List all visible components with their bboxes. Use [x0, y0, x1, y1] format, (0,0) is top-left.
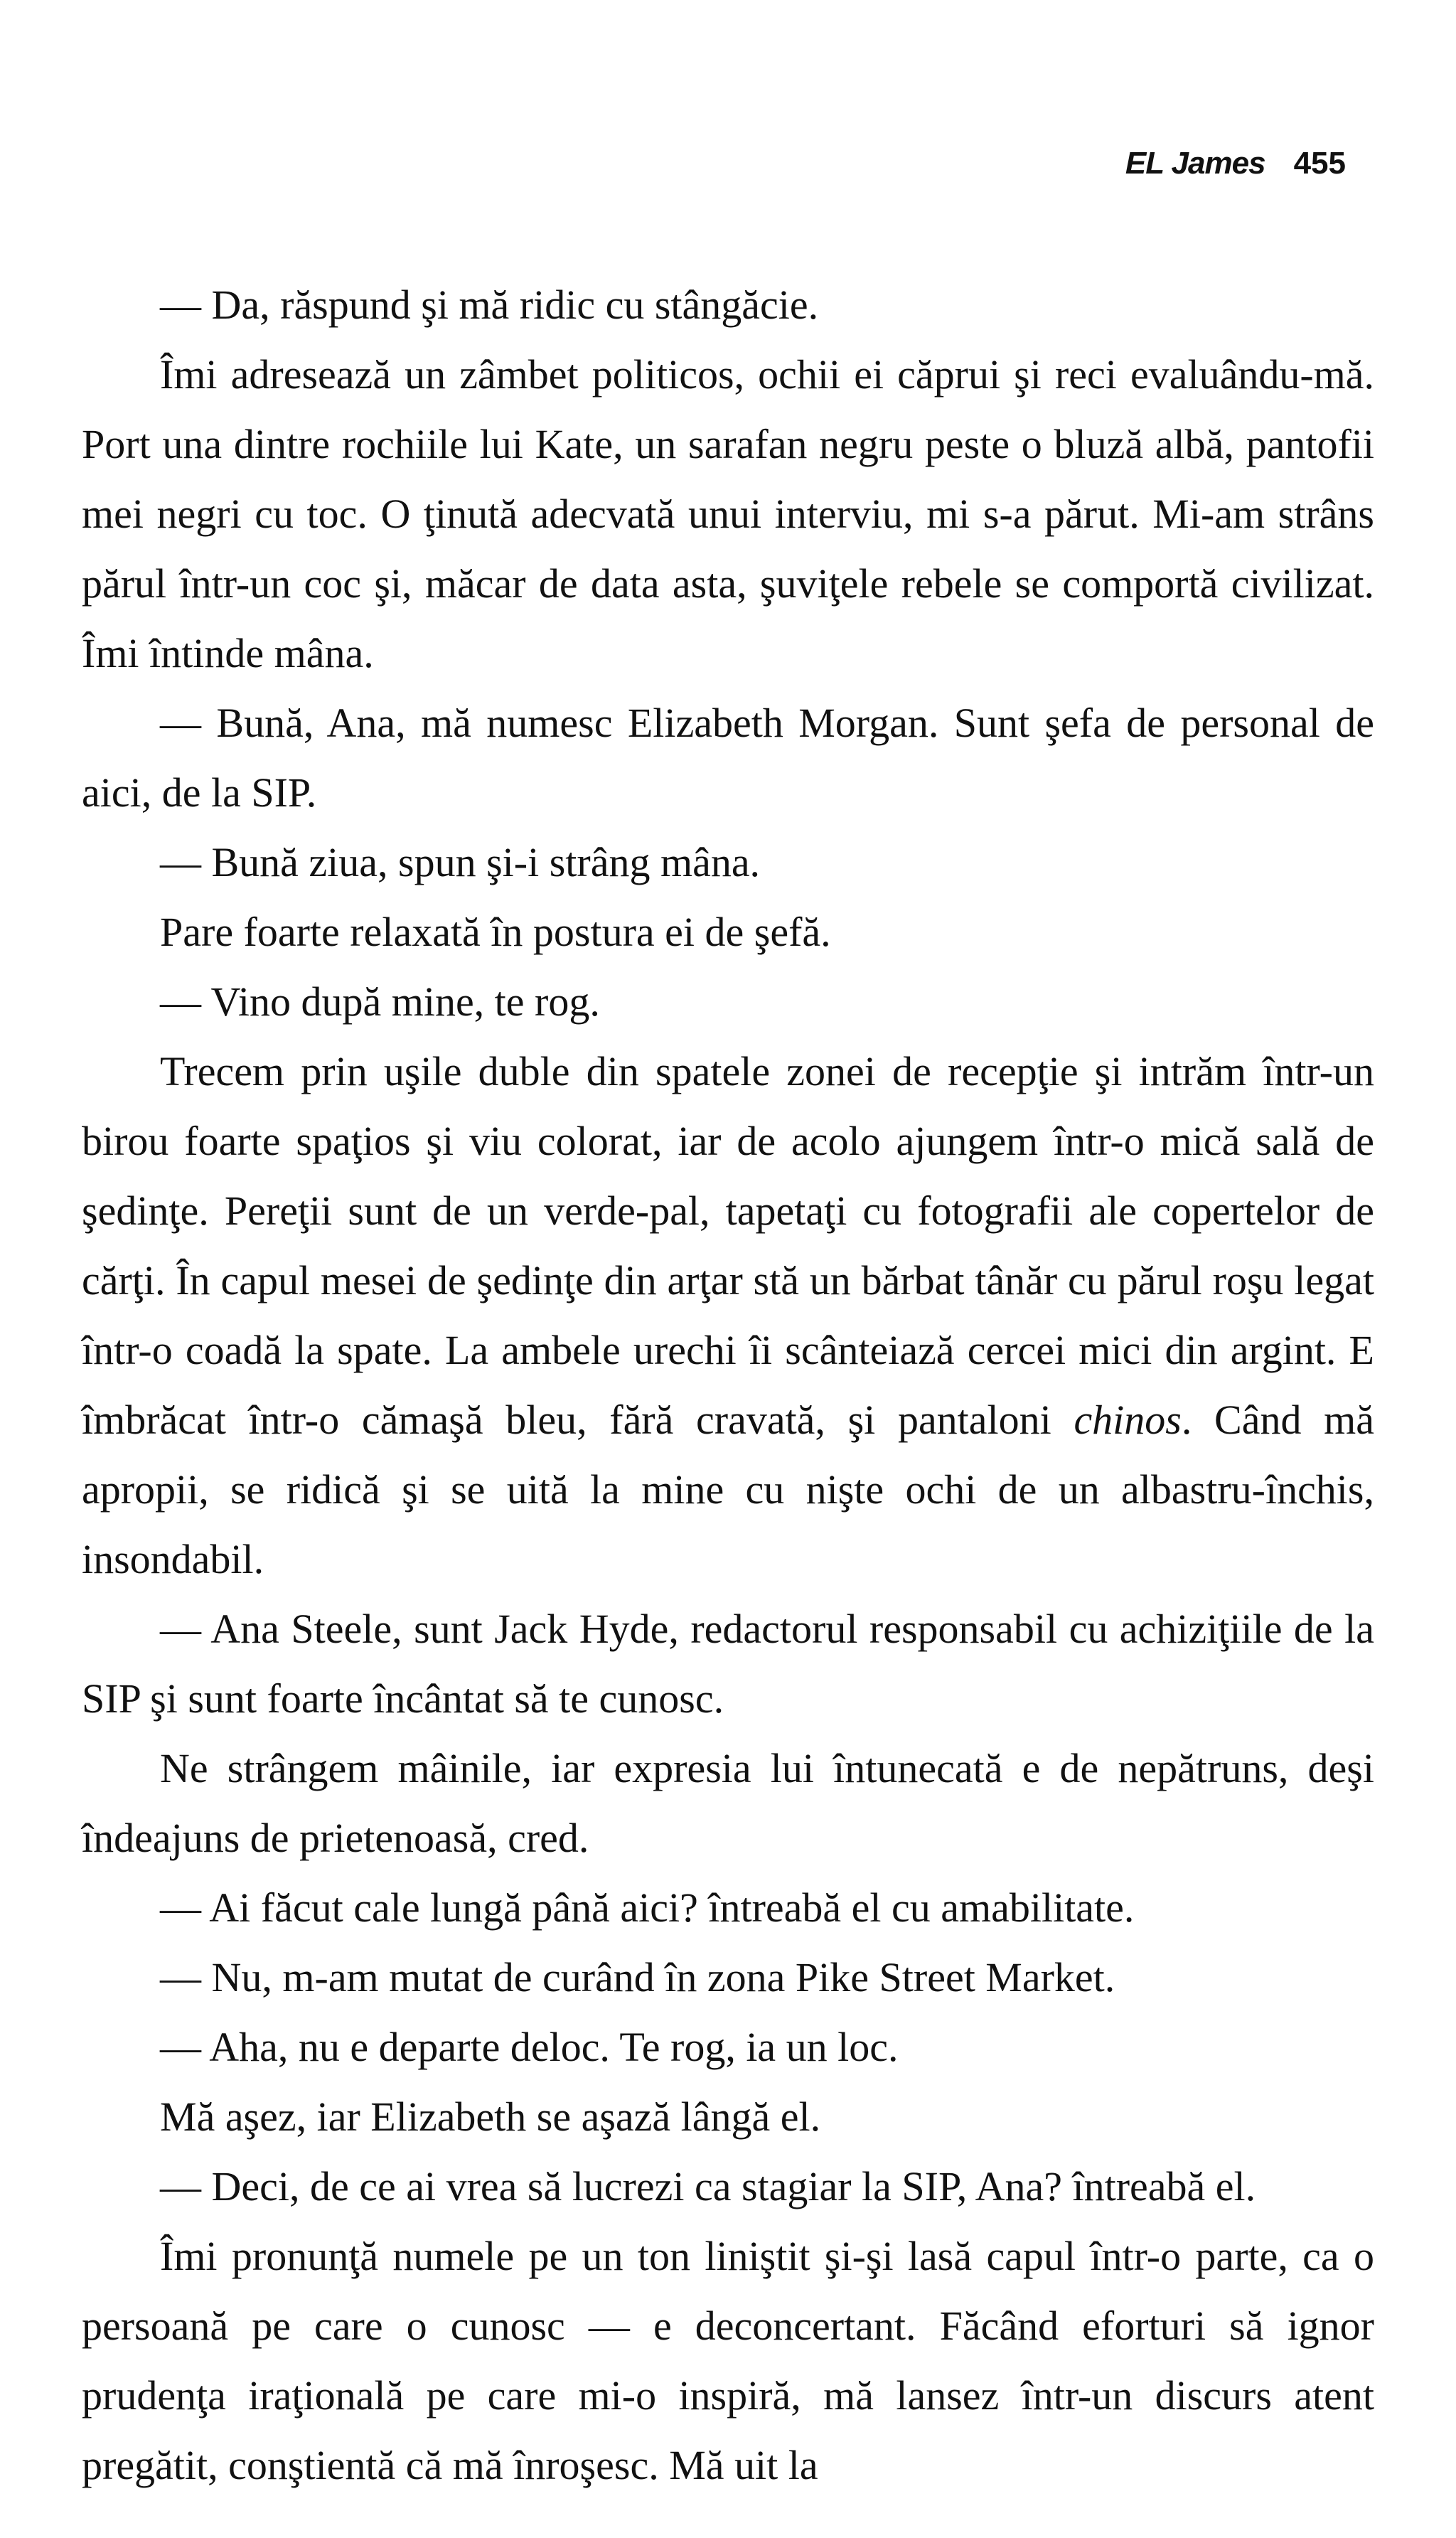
paragraph-2: Îmi adresează un zâmbet politicos, ochii ei căprui şi reci evaluându-mă. Port una dintre rochiile lui Kate, un sarafan negru peste o bluză albă, pantofii mei negri cu toc. O ţinută adecvată unui interviu, mi s-a părut. Mi-am strâns părul într-un coc şi, măcar de data asta, şuviţele rebele se comportă civilizat. Îmi întinde mâna.: [82, 351, 1374, 676]
running-header: [1125, 146, 1346, 181]
paragraph-7-part-1: Trecem prin uşile duble din spatele zonei de recepţie şi intrăm într-un birou foarte spaţios şi viu colorat, iar de acolo ajungem într-o mică sală de şedinţe. Pereţii sunt de un verde-pal, tapetaţi cu fotografii ale copertelor de cărţi. În capul mesei de şedinţe din arţar stă un bărbat tânăr cu părul roşu legat într-o coadă la spate. La ambele urechi îi scânteiază cercei mici din argint. E îmbrăcat într-o cămaşă bleu, fără cravată, şi pantaloni: [82, 1048, 1374, 1443]
paragraph-1: — Da, răspund şi mă ridic cu stângăcie.: [160, 282, 819, 328]
page-number: 455: [1293, 146, 1346, 181]
paragraph-13: Mă aşez, iar Elizabeth se aşază lângă el.: [160, 2094, 821, 2140]
paragraph-8: — Ana Steele, sunt Jack Hyde, redactorul responsabil cu achiziţiile de la SIP şi sunt foarte încântat să te cunosc.: [82, 1606, 1374, 1722]
body-text: [82, 270, 1374, 2500]
paragraph-11: — Nu, m-am mutat de curând în zona Pike Street Market.: [160, 1954, 1115, 2000]
paragraph-3: — Bună, Ana, mă numesc Elizabeth Morgan. Sunt şefa de personal de aici, de la SIP.: [82, 700, 1374, 816]
paragraph-15: Îmi pronunţă numele pe un ton liniştit şi-şi lasă capul într-o parte, ca o persoană pe care o cunosc — e deconcertant. Făcând eforturi să ignor prudenţa iraţională pe care mi-o inspiră, mă lansez într-un discurs atent pregătit, conştientă că mă înroşesc. Mă uit la: [82, 2233, 1374, 2488]
paragraph-14: — Deci, de ce ai vrea să lucrezi ca stagiar la SIP, Ana? întreabă el.: [160, 2163, 1256, 2209]
header-author: EL James: [1125, 146, 1265, 181]
paragraph-12: — Aha, nu e departe deloc. Te rog, ia un loc.: [160, 2024, 899, 2070]
paragraph-10: — Ai făcut cale lungă până aici? întreabă el cu amabilitate.: [160, 1884, 1135, 1931]
paragraph-4: — Bună ziua, spun şi-i strâng mâna.: [160, 839, 761, 885]
paragraph-5: Pare foarte relaxată în postura ei de şefă.: [160, 909, 831, 955]
italic-word-chinos: chinos: [1074, 1397, 1182, 1443]
paragraph-6: — Vino după mine, te rog.: [160, 979, 600, 1025]
paragraph-7-part-2: . Când mă apropii, se ridică şi se uită la mine cu nişte ochi de un albastru-închis, insondabil.: [82, 1397, 1374, 1582]
paragraph-7: [82, 1037, 1374, 1594]
paragraph-9: Ne strângem mâinile, iar expresia lui întunecată e de nepătruns, deşi îndeajuns de prietenoasă, cred.: [82, 1745, 1374, 1861]
